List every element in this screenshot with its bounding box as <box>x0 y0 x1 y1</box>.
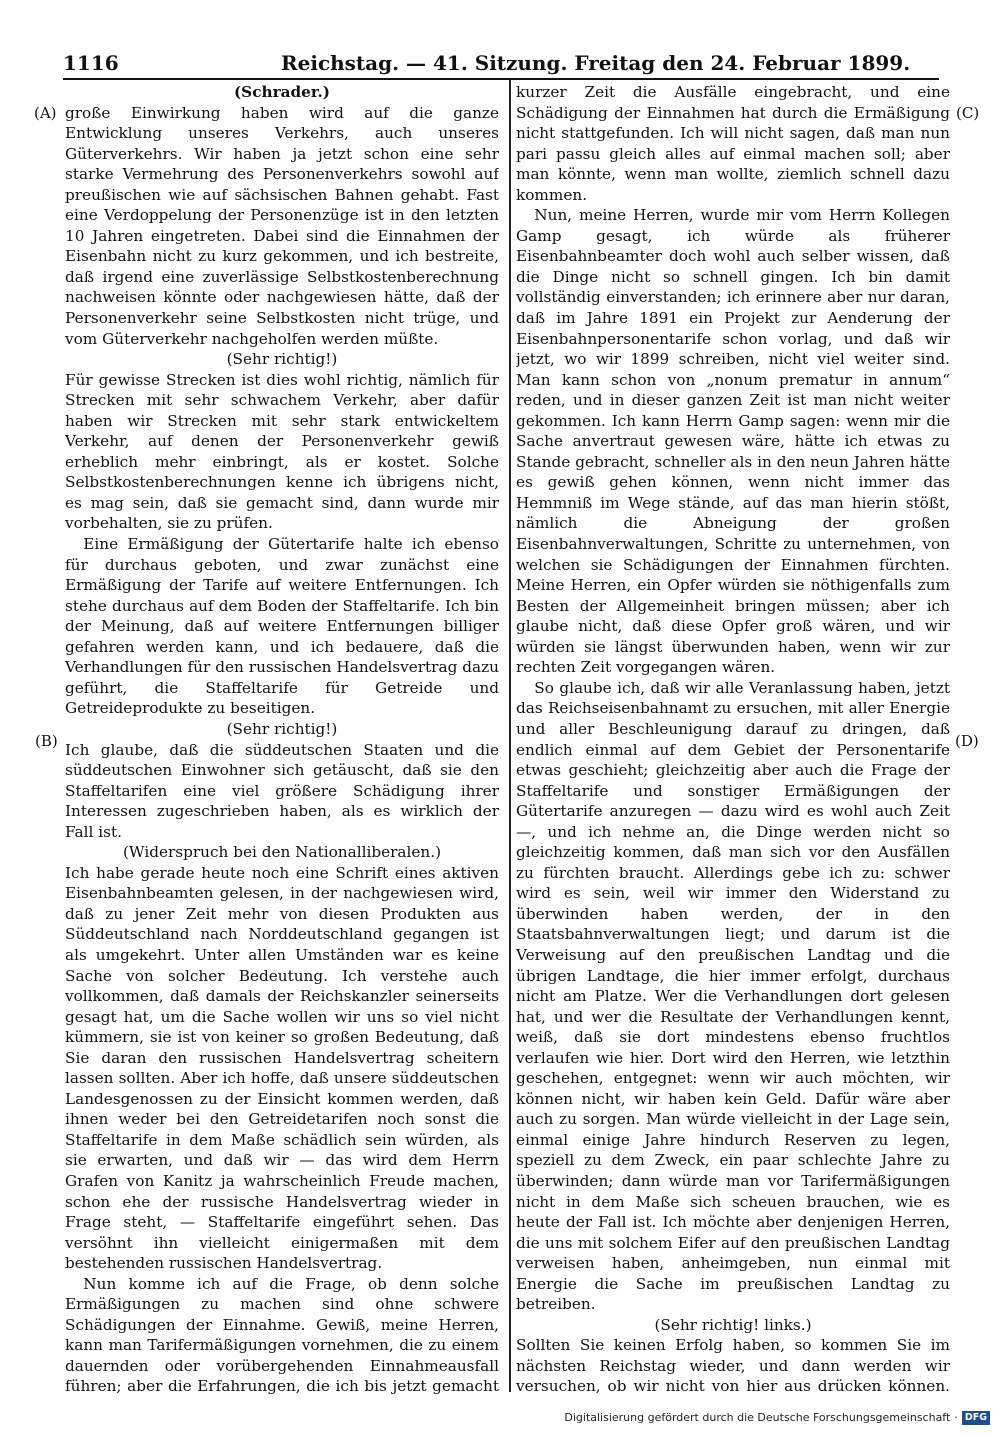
interjection: (Widerspruch bei den Nationalliberalen.) <box>122 843 442 862</box>
running-head: Reichstag. — 41. Sitzung. Freitag den 24. Februar 1899. <box>281 51 911 75</box>
margin-marker-d: (D) <box>955 732 979 750</box>
credit-text: Digitalisierung gefördert durch die Deutsche Forschungsgemeinschaft <box>564 1411 951 1424</box>
paragraph: Für gewisse Strecken ist dies wohl richtig, nämlich für Strecken mit sehr schwachem Verkehr, aber dafür haben wir Strecken mit sehr stark entwickeltem Verkehr, auf denen der Personenverkehr gewiß erheblich mehr einbringt, als er kostet. Solche Selbstkostenberechnungen kenne ich übrigens nicht, es mag sein, daß sie gemacht sind, dann wurde mir vorbehalten, sie zu prüfen. <box>65 370 499 533</box>
paragraph: Nun, meine Herren, wurde mir vom Herrn Kollegen Gamp gesagt, ich würde als früherer Eisenbahnbeamter doch wohl auch selber wissen, daß die Dinge nicht so schnell gingen. Ich bin damit vollständig einverstanden; ich erinnere aber nur daran, daß im Jahre 1891 ein Projekt zur Aenderung der Eisenbahnpersonentarife schon vorlag, und daß wir jetzt, wo wir 1899 schreiben, nicht viel weiter sind. Man kann schon von „nonum prematur in annum“ reden, und in dieser ganzen Zeit ist man nicht weiter gekommen. Ich kann Herrn Gamp sagen: wenn mir die Sache anvertraut gewesen wäre, hätte ich etwas zu Stande gebracht, schneller als in den neun Jahren hätte es gewiß gehen können, wenn nicht immer das Hemmniß im Wege stände, auf das man hierin stößt, nämlich die Abneigung der großen Eisenbahnverwaltungen, Schritte zu unternehmen, von welchen sie Schädigungen der Einnahmen fürchten. Meine Herren, ein Opfer würden sie nöthigenfalls zum Besten der Allgemeinheit bringen müssen; aber ich glaube nicht, daß diese Opfer groß wären, und wir würden sie längst überwunden haben, wenn wir zur rechten Zeit vorgegangen wären. <box>516 206 950 677</box>
digitization-credit <box>564 1408 990 1428</box>
left-column <box>65 82 499 1394</box>
margin-marker-c: (C) <box>956 104 980 122</box>
interjection: (Sehr richtig!) <box>226 719 338 738</box>
paragraph: Sollten Sie keinen Erfolg haben, so kommen Sie im nächsten Reichstag wieder, und dann werden wir versuchen, ob wir nicht von hier aus drücken können. <box>516 1336 950 1394</box>
paragraph: Ich habe gerade heute noch eine Schrift eines aktiven Eisenbahnbeamten gelesen, in der nachgewiesen wird, daß zu jener Zeit mehr von diesen Produkten aus Süddeutschland nach Norddeutschland gegangen ist als umgekehrt. Unter allen Umständen war es keine Sache von solcher Bedeutung. Ich verstehe auch vollkommen, daß damals der Reichskanzler seinerseits gesagt hat, um die Sache wollen wir uns so viel nicht kümmern, sie ist von keiner so großen Bedeutung, daß Sie daran den russischen Handelsvertrag scheitern lassen sollten. Aber ich hoffe, daß unsere süddeutschen Landesgenossen zu der Einsicht kommen werden, daß ihnen weder bei den Getreidetarifen noch sonst die Staffeltarife in dem Maße schädlich sein würden, als sie erwarten, und daß wir — das wird dem Herrn Grafen von Kanitz ja wahrscheinlich Freude machen, schon ehe der russische Handelsvertrag wieder in Frage steht, — Staffeltarife eingeführt sehen. Das versöhnt ihn vielleicht einigermaßen mit dem bestehenden russischen Handelsvertrag. <box>65 863 499 1273</box>
right-column <box>516 82 950 1394</box>
interjection: (Sehr richtig!) <box>226 350 338 369</box>
paragraph: Nun komme ich auf die Frage, ob denn solche Ermäßigungen zu machen sind ohne schwere Schädigungen der Einnahme. Gewiß, meine Herren, kann man Tarifermäßigungen vornehmen, die zu einem dauernden oder vorübergehenden Einnahmeausfall führen; aber die Erfahrungen, die ich bis jetzt gemacht <box>65 1274 499 1394</box>
page-number: 1116 <box>63 51 119 75</box>
column-divider <box>509 80 511 1392</box>
dfg-logo: DFG <box>962 1411 990 1425</box>
paragraph: kurzer Zeit die Ausfälle eingebracht, und eine Schädigung der Einnahmen hat durch die Ermäßigung nicht stattgefunden. Ich will nicht sagen, daß man nun pari passu gleich alles auf einmal machen soll; aber man könnte, wenn man wollte, ziemlich schnell dazu kommen. <box>516 83 950 204</box>
speaker-name: (Schrader.) <box>233 83 331 101</box>
page-header <box>63 52 939 80</box>
paragraph: große Einwirkung haben wird auf die ganze Entwicklung unseres Verkehrs, auch unseres Güterverkehrs. Wir haben ja jetzt schon eine sehr starke Vermehrung des Personenverkehrs sowohl auf preußischen wie auf sächsischen Bahnen gehabt. Fast eine Verdoppelung der Personenzüge ist in den letzten 10 Jahren eingetreten. Dabei sind die Einnahmen der Eisenbahn nicht zu kurz gekommen, und ich bestreite, daß irgend eine zuverlässige Selbstkostenberechnung nachweisen könnte oder nachgewiesen hätte, daß der Personenverkehr seine Selbstkosten nicht trüge, und vom Güterverkehr nachgeholfen werden müßte. <box>65 103 499 348</box>
paragraph: Ich glaube, daß die süddeutschen Staaten und die süddeutschen Einwohner sich getäuscht, daß sie den Staffeltarifen eine viel größere Schädigung ihrer Interessen zugeschrieben haben, als es wirklich der Fall ist. <box>65 740 499 841</box>
margin-marker-b: (B) <box>35 732 58 750</box>
credit-separator: · <box>954 1411 958 1424</box>
paragraph: Eine Ermäßigung der Gütertarife halte ich ebenso für durchaus geboten, und zwar zunächst eine Ermäßigung der Tarife auf weitere Entfernungen. Ich stehe durchaus auf dem Boden der Staffeltarife. Ich bin der Meinung, daß auf weitere Entfernungen billiger gefahren werden kann, und ich bedauere, daß die Verhandlungen für den russischen Handelsvertrag dazu geführt, die Staffeltarife für Getreide und Getreideprodukte zu beseitigen. <box>65 535 499 718</box>
interjection: (Sehr richtig! links.) <box>654 1315 812 1334</box>
paragraph: So glaube ich, daß wir alle Veranlassung haben, jetzt das Reichseisenbahnamt zu ersuchen, mit aller Energie und aller Beschleunigung darauf zu dringen, daß endlich einmal auf dem Gebiet der Personentarife etwas geschieht; gleichzeitig aber auch die Frage der Staffeltarife und sonstiger Ermäßigungen der Gütertarife anzuregen — dazu wird es wohl auch Zeit —, und ich nehme an, die Dinge werden nicht so gleichzeitig kommen, daß man sich vor den Ausfällen zu fürchten braucht. Allerdings gebe ich zu: schwer wird es sein, weil wir immer den Widerstand zu überwinden haben werden, der in den Staatsbahnverwaltungen liegt; und darum ist die Verweisung auf den preußischen Landtag und die übrigen Landtage, die hier immer erfolgt, durchaus nicht am Platze. Wer die Verhandlungen dort gelesen hat, und wer die Resultate der Verhandlungen kennt, weiß, daß sie dort mindestens ebenso fruchtlos verlaufen wie hier. Dort wird den Herren, wie letzthin geschehen, entgegnet: wenn wir auch möchten, wir können nicht, wir haben kein Geld. Dafür wäre aber auch zu sorgen. Man würde vielleicht in der Lage sein, einmal einige Jahre hindurch Reserven zu legen, speziell zu dem Zweck, ein paar schlechte Jahre zu überwinden; dann würde man vor Tarifermäßigungen nicht in dem Maße sich scheuen brauchen, wie es heute der Fall ist. Ich möchte aber denjenigen Herren, die uns mit solchem Eifer auf den preußischen Landtag verweisen haben, anheimgeben, nun einmal mit Energie die Sache im preußischen Landtag zu betreiben. <box>516 678 950 1314</box>
margin-marker-a: (A) <box>34 104 57 122</box>
